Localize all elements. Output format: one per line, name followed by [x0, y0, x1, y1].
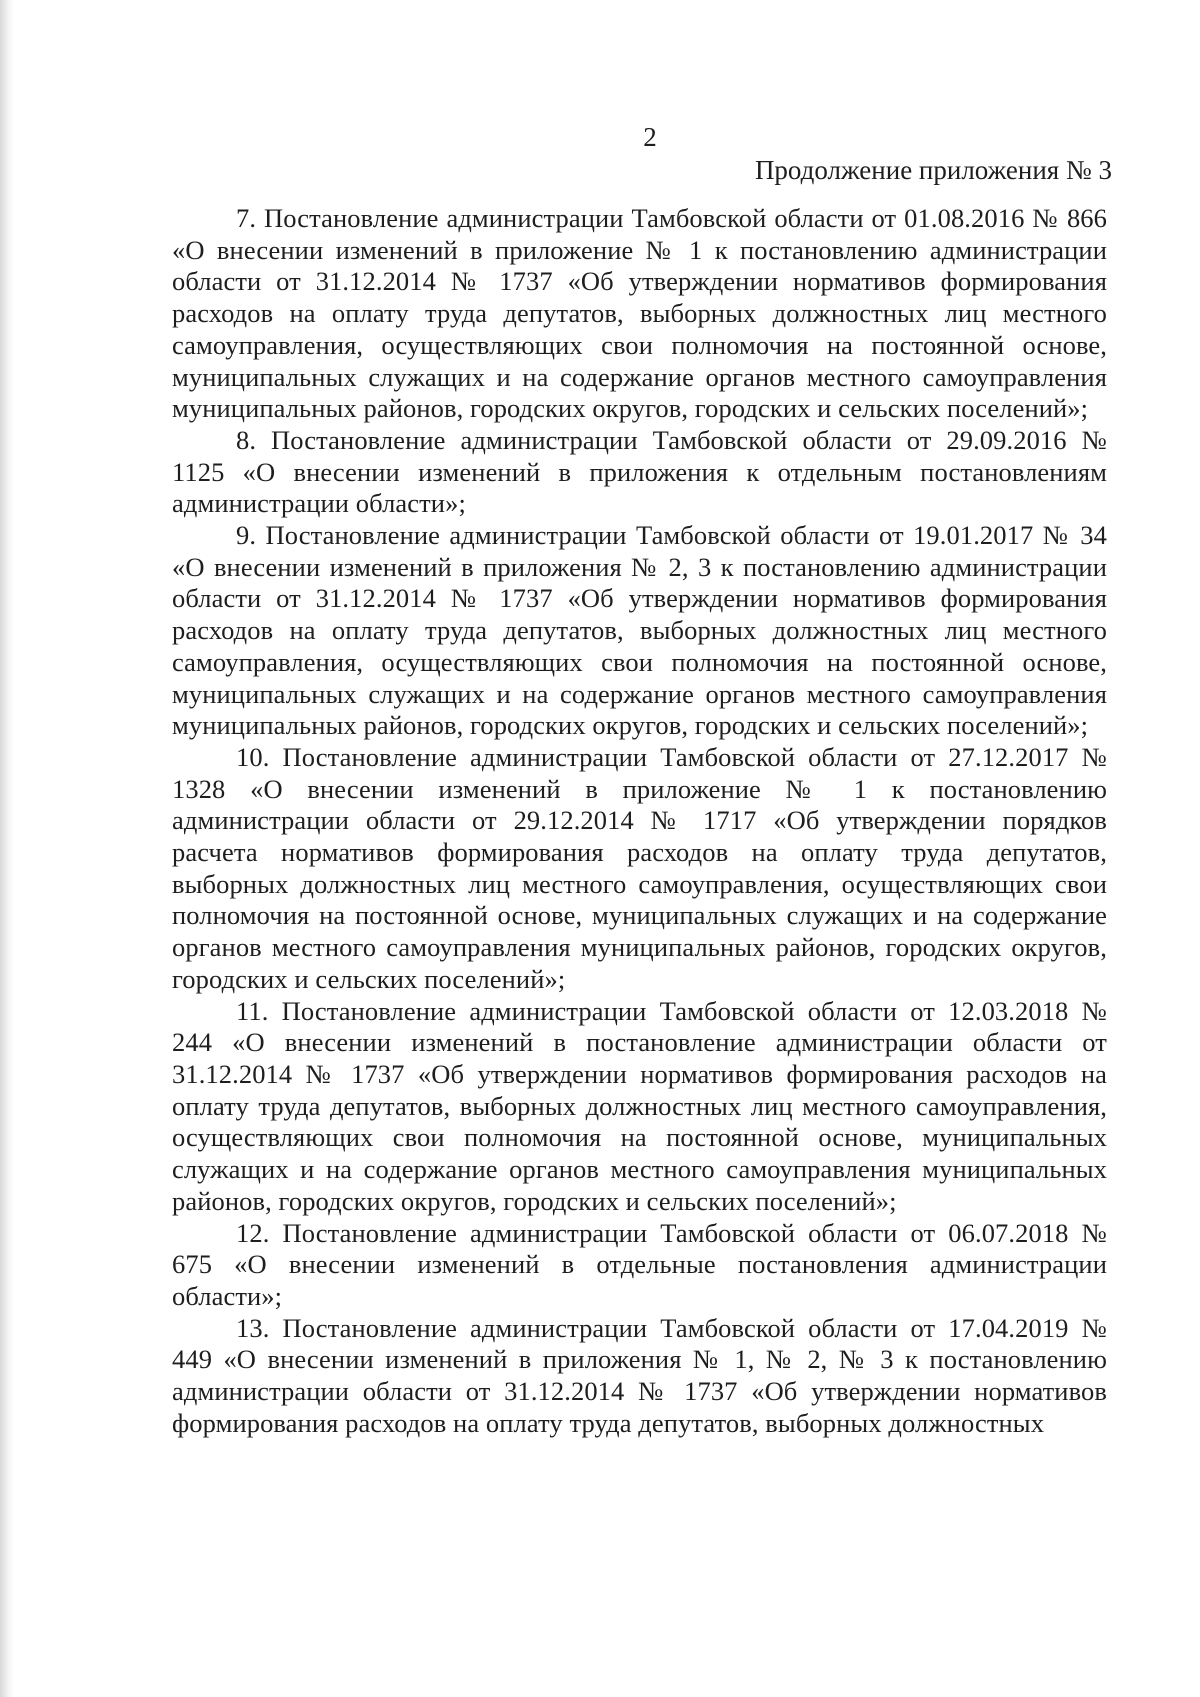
page-number: 2: [643, 122, 657, 152]
list-item-10: 10. Постановление администрации Тамбовской области от 27.12.2017 № 1328 «О внесении изменений в приложение № 1 к постановлению администрации области от 29.12.2014 № 1717 «Об утверждении порядков расчета нормативов формирования расходов на оплату труда депутатов, выборных должностных лиц местного самоуправления, осуществляющих свои полномочия на постоянной основе, муниципальных служащих и на содержание органов местного самоуправления муниципальных районов, городских округов, городских и сельских поселений»;: [172, 741, 1107, 994]
appendix-continuation-label: Продолжение приложения № 3: [754, 155, 1112, 185]
document-body: [172, 203, 1107, 1439]
list-item-7: 7. Постановление администрации Тамбовской области от 01.08.2016 № 866 «О внесении изменений в приложение № 1 к постановлению администрации области от 31.12.2014 № 1737 «Об утверждении нормативов формирования расходов на оплату труда депутатов, выборных должностных лиц местного самоуправления, осуществляющих свои полномочия на постоянной основе, муниципальных служащих и на содержание органов местного самоуправления муниципальных районов, городских округов, городских и сельских поселений»;: [172, 203, 1107, 424]
list-item-11: 11. Постановление администрации Тамбовской области от 12.03.2018 № 244 «О внесении изменений в постановление администрации области от 31.12.2014 № 1737 «Об утверждении нормативов формирования расходов на оплату труда депутатов, выборных должностных лиц местного самоуправления, осуществляющих свои полномочия на постоянной основе, муниципальных служащих и на содержание органов местного самоуправления муниципальных районов, городских округов, городских и сельских поселений»;: [172, 995, 1107, 1216]
list-item-9: 9. Постановление администрации Тамбовской области от 19.01.2017 № 34 «О внесении изменений в приложения № 2, 3 к постановлению администрации области от 31.12.2014 № 1737 «Об утверждении нормативов формирования расходов на оплату труда депутатов, выборных должностных лиц местного самоуправления, осуществляющих свои полномочия на постоянной основе, муниципальных служащих и на содержание органов местного самоуправления муниципальных районов, городских округов, городских и сельских поселений»;: [172, 520, 1107, 741]
list-item-12: 12. Постановление администрации Тамбовской области от 06.07.2018 № 675 «О внесении изменений в отдельные постановления администрации области»;: [172, 1217, 1107, 1311]
list-item-13: 13. Постановление администрации Тамбовской области от 17.04.2019 № 449 «О внесении изменений в приложения № 1, № 2, № 3 к постановлению администрации области от 31.12.2014 № 1737 «Об утверждении нормативов формирования расходов на оплату труда депутатов, выборных должностных: [172, 1312, 1107, 1438]
list-item-8: 8. Постановление администрации Тамбовской области от 29.09.2016 № 1125 «О внесении изменений в приложения к отдельным постановлениям администрации области»;: [172, 424, 1107, 519]
scan-edge-shadow: [0, 0, 14, 1697]
